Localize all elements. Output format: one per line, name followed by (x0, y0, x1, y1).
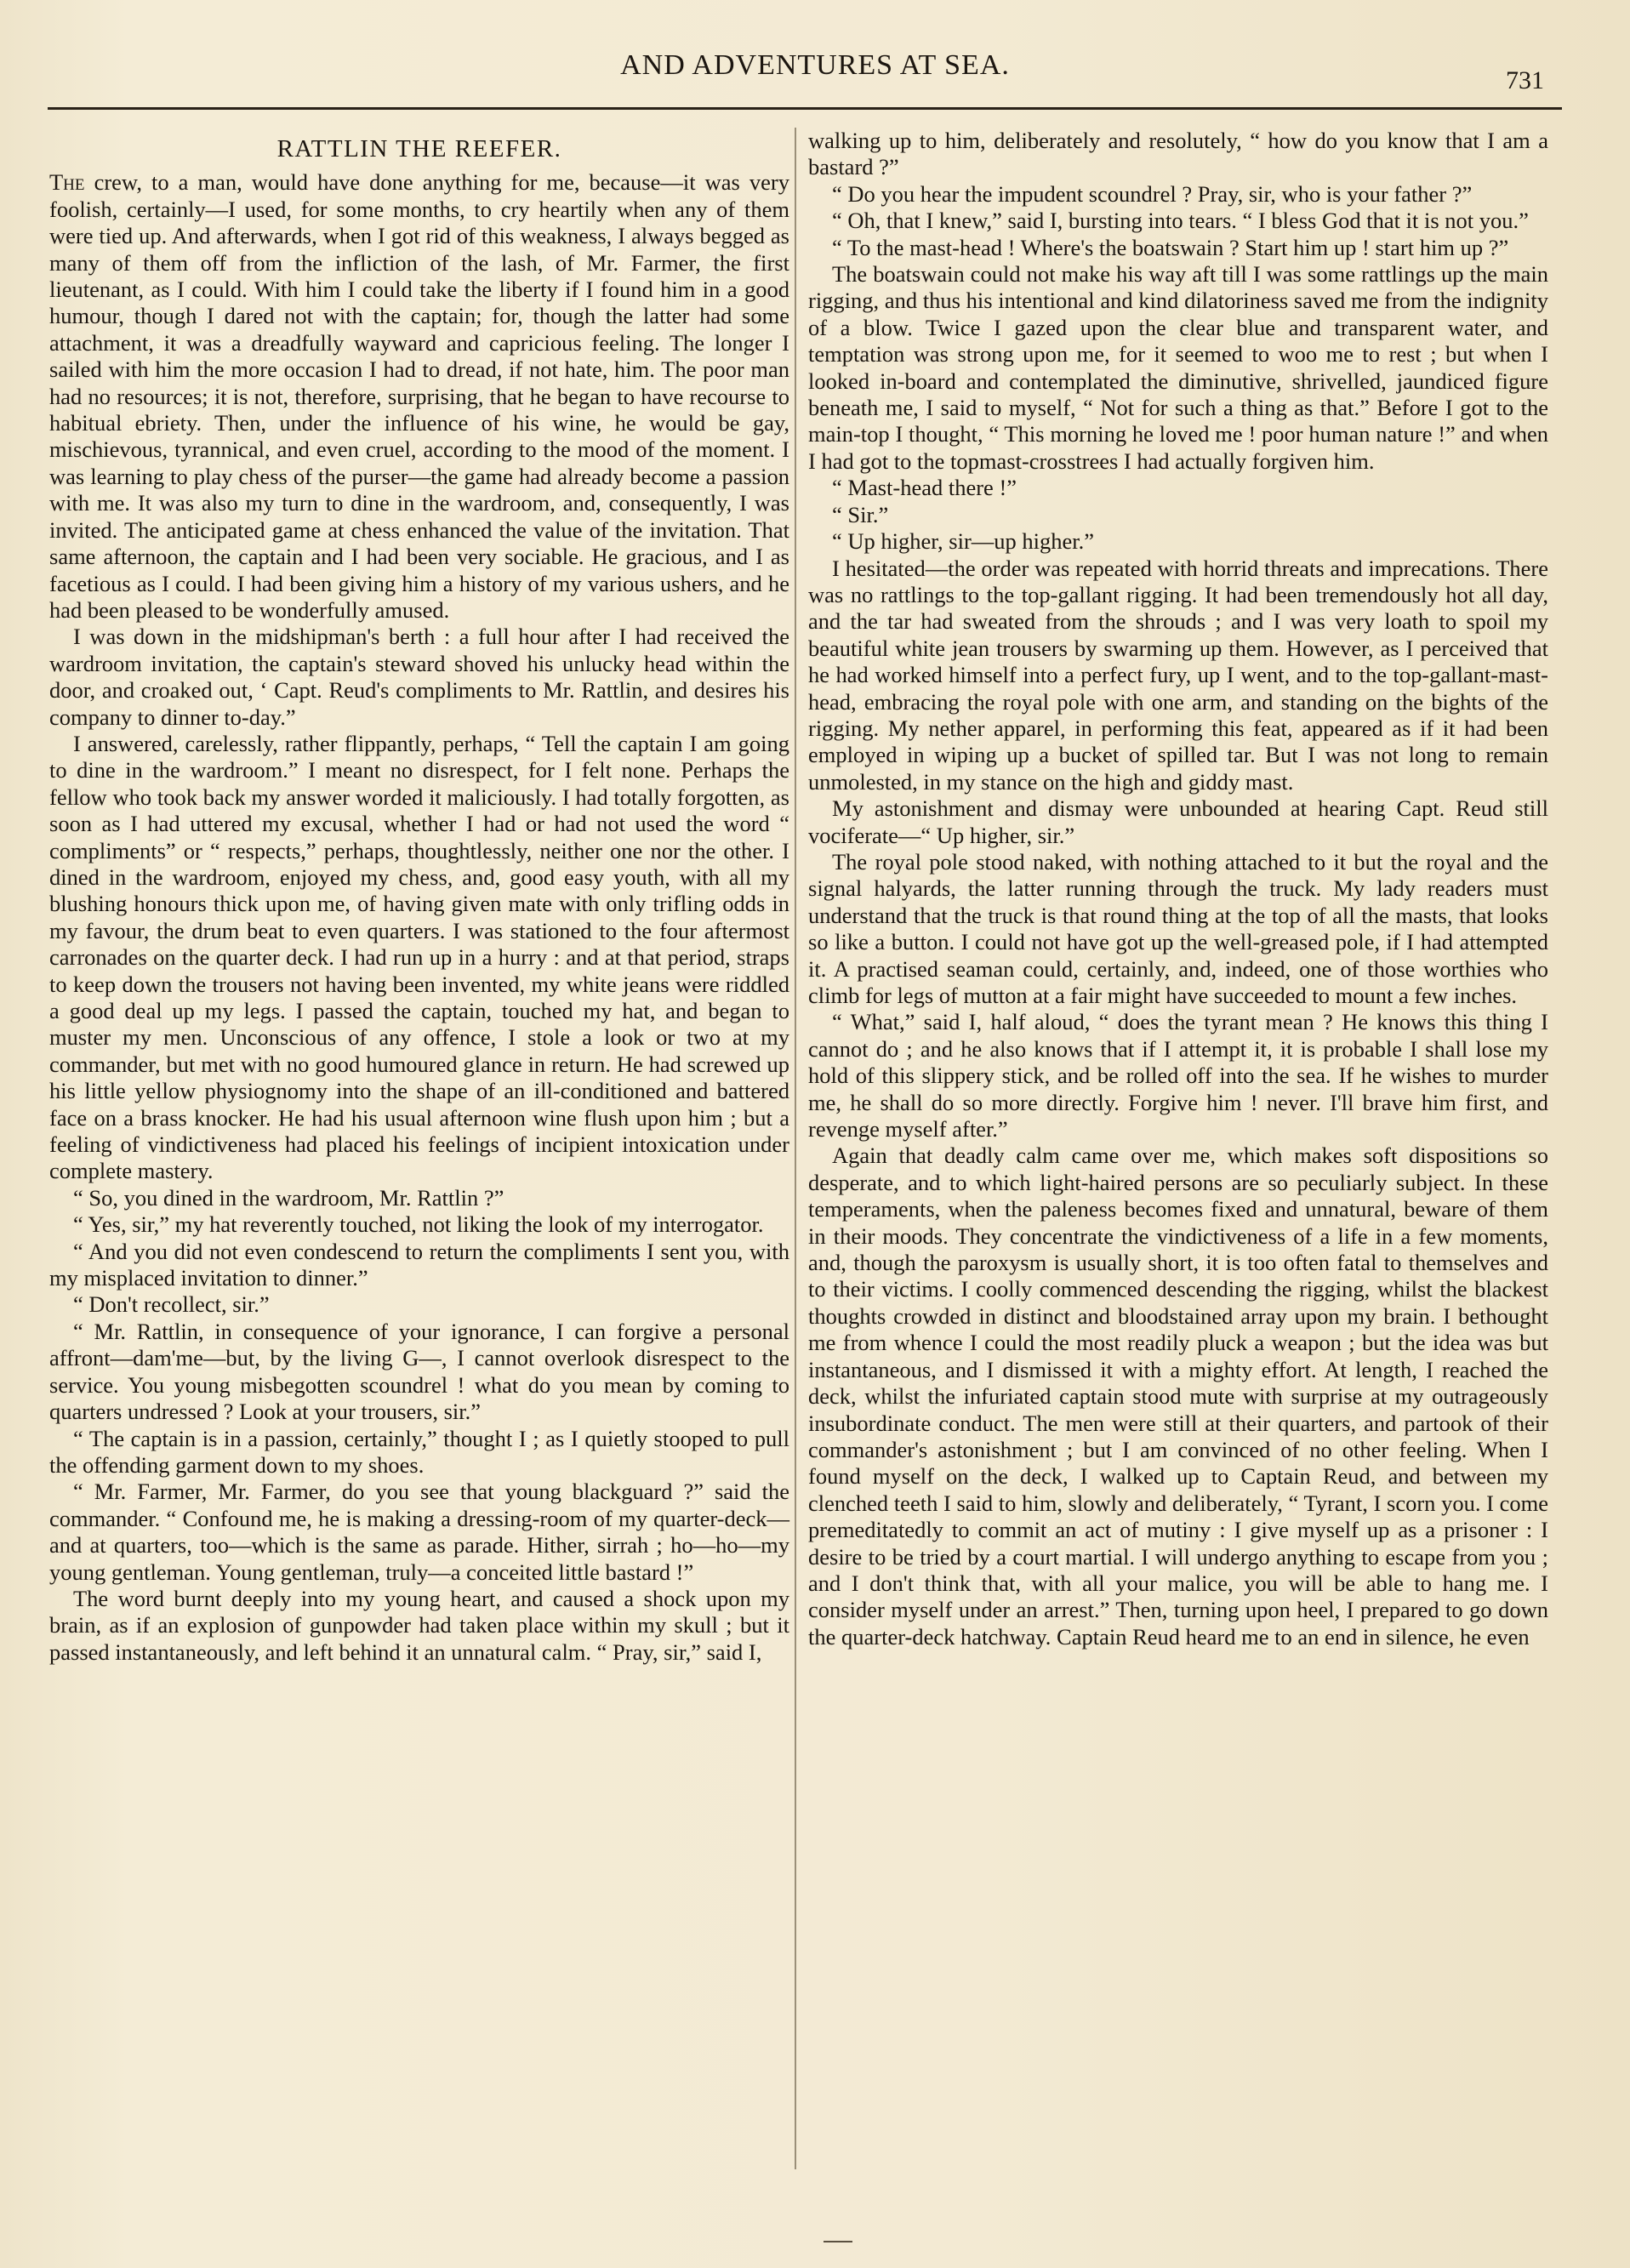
paragraph: I answered, carelessly, rather flippantly, perhaps, “ Tell the captain I am going to dine in the wardroom.” I meant no disrespect, for I felt none. Perhaps the fellow who took back my answer worded it maliciously. I had totally forgotten, as soon as I had uttered my excusal, whether I had or had not used the word “ compliments” or “ respects,” perhaps, thoughtlessly, neither one nor the other. I dined in the wardroom, enjoyed my chess, and, good easy youth, with all my blushing honours thick upon me, of having given mate with only trifling odds in my favour, the drum beat to even quarters. I was stationed to the four aftermost carronades on the quarter deck. I had run up in a hurry : and at that period, straps to keep down the trousers not having been invented, my white jeans were riddled a good deal up my legs. I passed the captain, touched my hat, and began to muster my men. Unconscious of any offence, I stole a look or two at my commander, but met with no good humoured glance in return. He had screwed up his little yellow physiognomy into the shape of an ill-conditioned and battered face on a brass knocker. He had his usual afternoon wine flush upon him ; but a feeling of vindictiveness had placed his feelings of incipient intoxication under complete mastery. (49, 730, 789, 1184)
paragraph: “ Up higher, sir—up higher.” (832, 528, 1095, 555)
drop-word: The (49, 169, 85, 196)
paragraph: I hesitated—the order was repeated with horrid threats and imprecations. There was no rattlings to the top-gallant rigging. It had been tremendously hot all day, and the tar had sweated from the shrouds ; and I was very loath to spoil my beautiful white jean trousers by swarming up them. However, as I perceived that he had worked himself into a perfect fury, up I went, and to the top-gallant-mast-head, embracing the royal pole with one arm, and standing on the bights of the rigging. My nether apparel, in performing this feat, appeared as if it had been employed in wiping up a bucket of spilled tar. But I was not long to remain unmolested, in my stance on the high and giddy mast. (808, 555, 1548, 795)
paragraph: My astonishment and dismay were unbounded at hearing Capt. Reud still vociferate—“ Up higher, sir.” (808, 795, 1548, 848)
header-rule (48, 107, 1562, 110)
paragraph: walking up to him, deliberately and resolutely, “ how do you know that I am a bastard ?” (808, 128, 1548, 180)
paragraph: The word burnt deeply into my young heart, and caused a shock upon my brain, as if an explosion of gunpowder had taken place within my skull ; but it passed instantaneously, and left behind it an unnatural calm. “ Pray, sir,” said I, (49, 1585, 789, 1665)
paragraph: “ Mast-head there !” (832, 475, 1017, 501)
paragraph: Again that deadly calm came over me, which makes soft dispositions so desperate, and to which light-haired persons are so peculiarly subject. In these temperaments, when the paleness becomes fixed and unnatural, beware of them in their moods. They concentrate the vindictiveness of a life in a few moments, and, though the paroxysm is usually short, it is too often fatal to themselves and to their victims. I coolly commenced descending the rigging, whilst the blackest thoughts crowded in distinct and bloodstained array upon my brain. I bethought me from whence I could the most readily pluck a weapon ; but the idea was but instantaneous, and I dismissed it with a mighty effort. At length, I reached the deck, whilst the infuriated captain stood mute with surprise at my outrageously insubordinate conduct. The men were still at their quarters, and partook of their commander's astonishment ; but I am convinced of no other feeling. When I found myself on the deck, I walked up to Captain Reud, and between my clenched teeth I said to him, slowly and deliberately, “ Tyrant, I scorn you. I come premeditatedly to commit an act of mutiny : I give myself up as a prisoner : I desire to be tried by a court martial. I will undergo anything to escape from you ; and I don't think that, with all your malice, you will be able to hang me. I consider myself under an arrest.” Then, turning upon heel, I prepared to go down the quarter-deck hatchway. Captain Reud heard me to an end in silence, he even (808, 1143, 1548, 1650)
paragraph: “ Sir.” (832, 501, 889, 527)
paragraph: The boatswain could not make his way aft till I was some rattlings up the main rigging, and thus his intentional and kind dilatoriness saved me from the indignity of a blow. Twice I gazed upon the clear blue and transparent water, and temptation was strong upon me, for it seemed to woo me to rest ; but when I looked in-board and contemplated the diminutive, shrivelled, jaundiced figure beneath me, I said to myself, “ Not for such a thing as that.” Before I got to the main-top I thought, “ This morning he loved me ! poor human nature !” and when I had got to the topmast-crosstrees I had actually forgiven him. (808, 261, 1548, 474)
column-divider (795, 128, 796, 2169)
left-column (49, 128, 789, 1666)
paragraph: “ What,” said I, half aloud, “ does the tyrant mean ? He knows this thing I cannot do ; and he also knows that if I attempt it, it is probable I shall lose my hold of this slippery stick, and be rolled off into the sea. If he wishes to murder me, he shall do so more directly. Forgive him ! never. I'll brave him first, and revenge myself after.” (808, 1009, 1548, 1143)
paragraph: “ And you did not even condescend to return the compliments I sent you, with my misplaced invitation to dinner.” (49, 1238, 789, 1291)
paragraph: “ Do you hear the impudent scoundrel ? Pray, sir, who is your father ?” (832, 180, 1473, 207)
running-title: AND ADVENTURES AT SEA. (620, 49, 1010, 81)
paragraph: “ Oh, that I knew,” said I, bursting into tears. “ I bless God that it is not you.” (832, 208, 1529, 234)
paragraph (49, 169, 789, 624)
page-number: 731 (1506, 66, 1544, 94)
paragraph: “ Yes, sir,” my hat reverently touched, not liking the look of my interrogator. (73, 1211, 764, 1238)
paragraph: “ To the mast-head ! Where's the boatswain ? Start him up ! start him up ?” (832, 234, 1509, 260)
article-title: RATTLIN THE REEFER. (276, 135, 562, 162)
paragraph: “ Mr. Farmer, Mr. Farmer, do you see that young blackguard ?” said the commander. “ Confound me, he is making a dressing-room of my quarter-deck—and at quarters, too—which is the same as parade. Hither, sirrah ; ho—ho—my young gentleman. Young gentleman, truly—a conceited little bastard !” (49, 1479, 789, 1585)
paragraph: “ Mr. Rattlin, in consequence of your ignorance, I can forgive a personal affront—dam'me—but, by the living G—, I cannot overlook disrespect to the service. You young misbegotten scoundrel ! what do you mean by coming to quarters undressed ? Look at your trousers, sir.” (49, 1318, 789, 1425)
paragraph: I was down in the midshipman's berth : a full hour after I had received the wardroom invitation, the captain's steward shoved his unlucky head within the door, and croaked out, ‘ Capt. Reud's compliments to Mr. Rattlin, and desires his company to dinner to-day.” (49, 624, 789, 730)
paragraph: “ Don't recollect, sir.” (73, 1291, 270, 1318)
paragraph-text: crew, to a man, would have done anything for me, because—it was very foolish, certainly—I used, for some months, to cry heartily when any of them were tied up. And afterwards, when I got rid of this weakness, I always begged as many of them off from the infliction of the lash, of Mr. Farmer, the first lieutenant, as I could. With him I could take the liberty if I found him in a good humour, though I dared not with the captain; for, though the latter had some attachment, it was a dreadfully wayward and capricious feeling. The longer I sailed with him the more occasion I had to dread, if not hate, him. The poor man had no resources; it is not, therefore, surprising, that he began to have recourse to habitual ebriety. Then, under the influence of his wine, he would be gay, mischievous, tyrannical, and even cruel, according to the mood of the moment. I was learning to play chess of the purser—the game had already become a passion with me. It was also my turn to dine in the wardroom, and, consequently, I was invited. The anticipated game at chess enhanced the value of the invitation. That same afternoon, the captain and I had been very sociable. He gracious, and I as facetious as I could. I had been giving him a history of my various ushers, and he had been pleased to be wonderfully amused. (49, 169, 789, 623)
right-column (808, 128, 1548, 1650)
paragraph: The royal pole stood naked, with nothing attached to it but the royal and the signal halyards, the latter running through the truck. My lady readers must understand that the truck is that round thing at the top of all the masts, that looks so like a button. I could not have got up the well-greased pole, if I had attempted it. A practised seaman could, certainly, and, indeed, one of those worthies who climb for legs of mutton at a fair might have succeeded to mount a few inches. (808, 848, 1548, 1008)
paragraph: “ So, you dined in the wardroom, Mr. Rattlin ?” (73, 1184, 504, 1211)
bottom-printer-mark (824, 2241, 852, 2242)
paragraph: “ The captain is in a passion, certainly,” thought I ; as I quietly stooped to pull the offending garment down to my shoes. (49, 1425, 789, 1478)
